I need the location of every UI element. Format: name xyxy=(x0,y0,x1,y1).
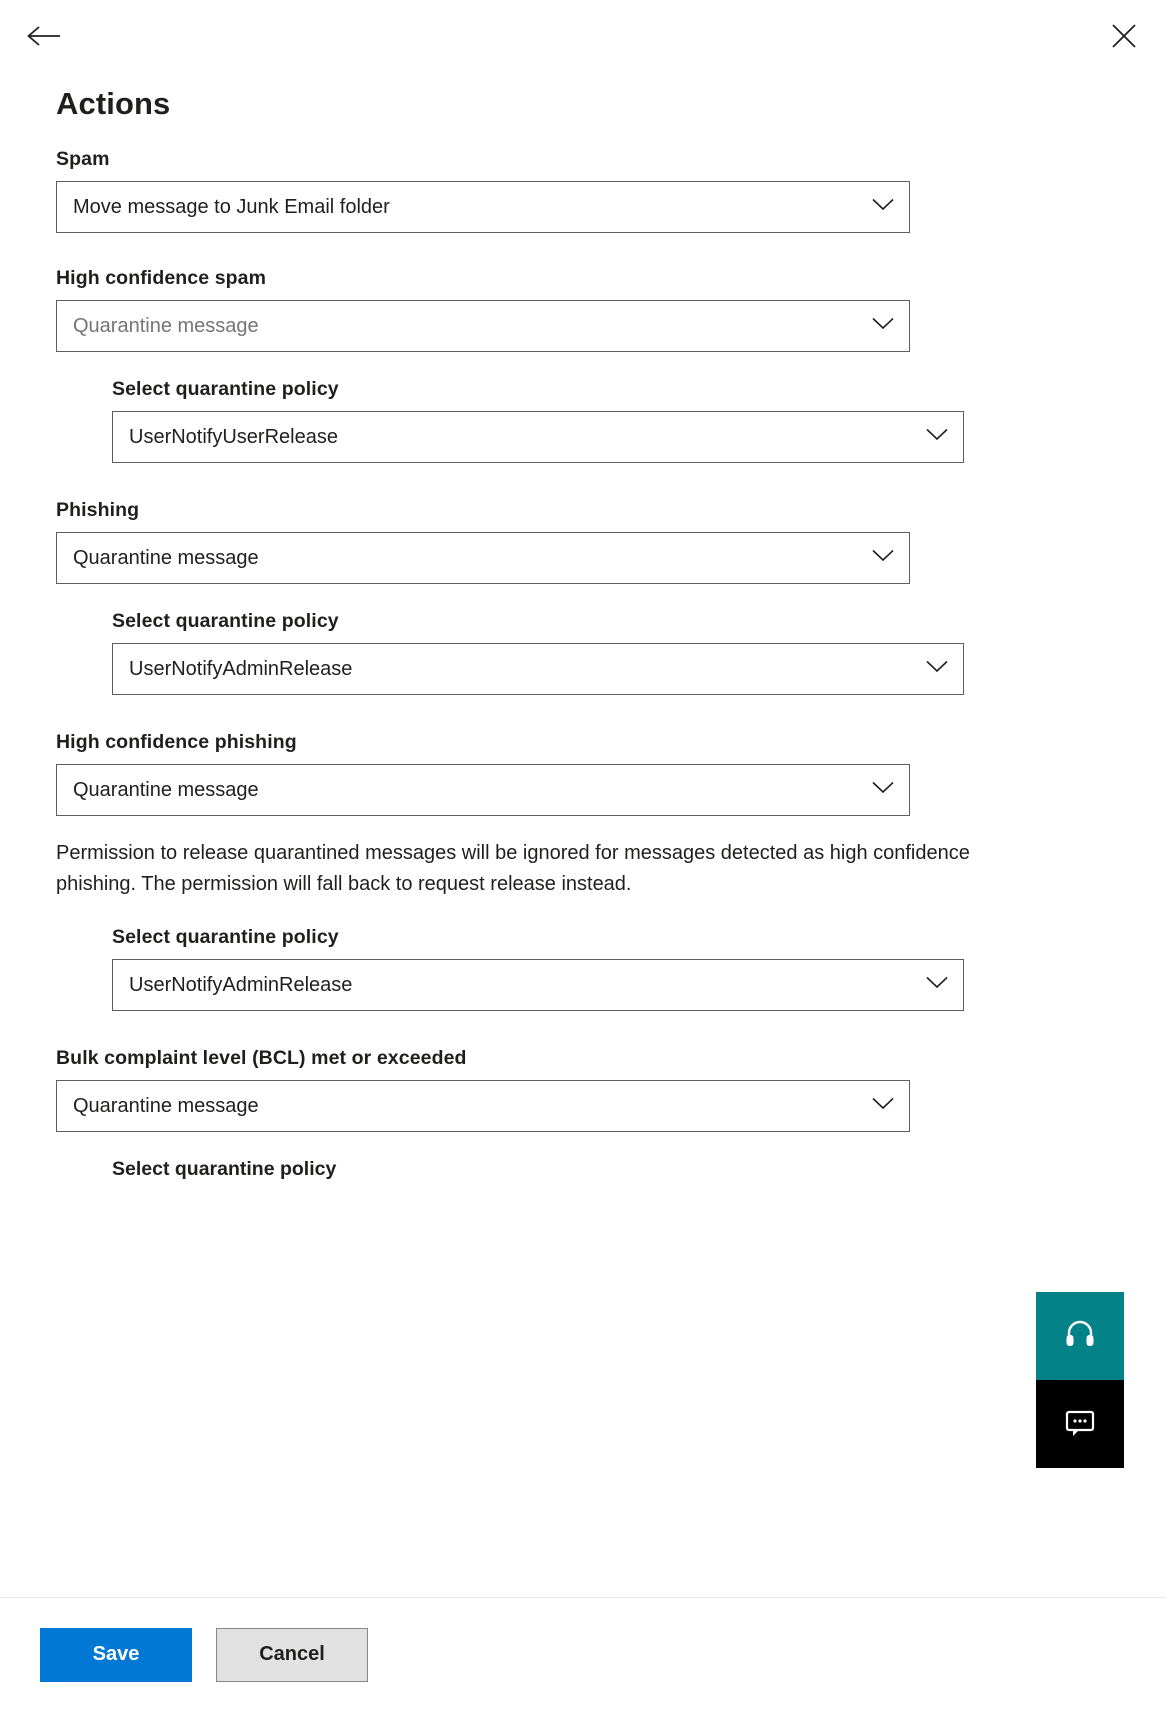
quarantine-policy-phishing xyxy=(112,610,1110,695)
help-button[interactable] xyxy=(1036,1292,1124,1380)
field-spam xyxy=(56,148,1110,233)
label-phishing: Phishing xyxy=(56,499,140,521)
feedback-button[interactable] xyxy=(1036,1380,1124,1468)
chevron-down-icon xyxy=(925,660,949,679)
select-phishing-action[interactable] xyxy=(56,532,910,584)
chevron-down-icon xyxy=(871,549,895,568)
chevron-down-icon xyxy=(871,317,895,336)
close-button[interactable] xyxy=(1104,18,1144,58)
label-quarantine-policy-high-confidence-phishing: Select quarantine policy xyxy=(112,926,339,948)
label-high-confidence-spam: High confidence spam xyxy=(56,267,267,289)
back-button[interactable] xyxy=(22,18,66,58)
feedback-icon xyxy=(1063,1405,1097,1444)
select-quarantine-policy-high-confidence-phishing-value: UserNotifyAdminRelease xyxy=(129,973,353,996)
arrow-left-icon xyxy=(26,24,62,53)
select-bulk-complaint-level-action-value: Quarantine message xyxy=(73,1094,259,1117)
label-quarantine-policy-phishing: Select quarantine policy xyxy=(112,610,339,632)
close-icon xyxy=(1111,23,1137,54)
panel-footer xyxy=(0,1598,1166,1710)
select-quarantine-policy-high-confidence-spam-value: UserNotifyUserRelease xyxy=(129,425,338,448)
select-spam-action[interactable] xyxy=(56,181,910,233)
page-title: Actions xyxy=(56,86,171,121)
select-quarantine-policy-high-confidence-spam[interactable] xyxy=(112,411,964,463)
chevron-down-icon xyxy=(871,198,895,217)
high-confidence-phishing-note: Permission to release quarantined messages will be ignored for messages detected as high confidence phishing. The permission will fall back to request release instead. xyxy=(56,842,970,895)
quarantine-policy-high-confidence-phishing xyxy=(112,926,1110,1011)
select-bulk-complaint-level-action[interactable] xyxy=(56,1080,910,1132)
quarantine-policy-high-confidence-spam xyxy=(112,378,1110,463)
chevron-down-icon xyxy=(871,781,895,800)
select-quarantine-policy-phishing[interactable] xyxy=(112,643,964,695)
select-high-confidence-phishing-action[interactable] xyxy=(56,764,910,816)
label-bulk-complaint-level: Bulk complaint level (BCL) met or exceeded xyxy=(56,1047,467,1069)
chevron-down-icon xyxy=(871,1097,895,1116)
label-quarantine-policy-bulk-complaint-level: Select quarantine policy xyxy=(112,1158,337,1180)
panel-scroll-area[interactable] xyxy=(0,72,1166,1598)
label-high-confidence-phishing: High confidence phishing xyxy=(56,731,297,753)
select-quarantine-policy-high-confidence-phishing[interactable] xyxy=(112,959,964,1011)
chevron-down-icon xyxy=(925,976,949,995)
field-phishing xyxy=(56,499,1110,584)
field-bulk-complaint-level xyxy=(56,1047,1110,1132)
select-high-confidence-phishing-action-value: Quarantine message xyxy=(73,778,259,801)
label-quarantine-policy-high-confidence-spam: Select quarantine policy xyxy=(112,378,339,400)
label-spam: Spam xyxy=(56,148,110,170)
cancel-button[interactable]: Cancel xyxy=(216,1628,368,1682)
save-button[interactable]: Save xyxy=(40,1628,192,1682)
field-high-confidence-spam xyxy=(56,267,1110,352)
floating-side-widgets xyxy=(1036,1292,1124,1468)
select-quarantine-policy-phishing-value: UserNotifyAdminRelease xyxy=(129,657,353,680)
select-phishing-action-value: Quarantine message xyxy=(73,546,259,569)
select-high-confidence-spam-action[interactable] xyxy=(56,300,910,352)
headset-icon xyxy=(1063,1317,1097,1356)
select-high-confidence-spam-action-value: Quarantine message xyxy=(73,314,259,337)
field-high-confidence-phishing xyxy=(56,731,1110,816)
chevron-down-icon xyxy=(925,428,949,447)
select-spam-action-value: Move message to Junk Email folder xyxy=(73,195,390,218)
panel-header xyxy=(0,0,1166,72)
